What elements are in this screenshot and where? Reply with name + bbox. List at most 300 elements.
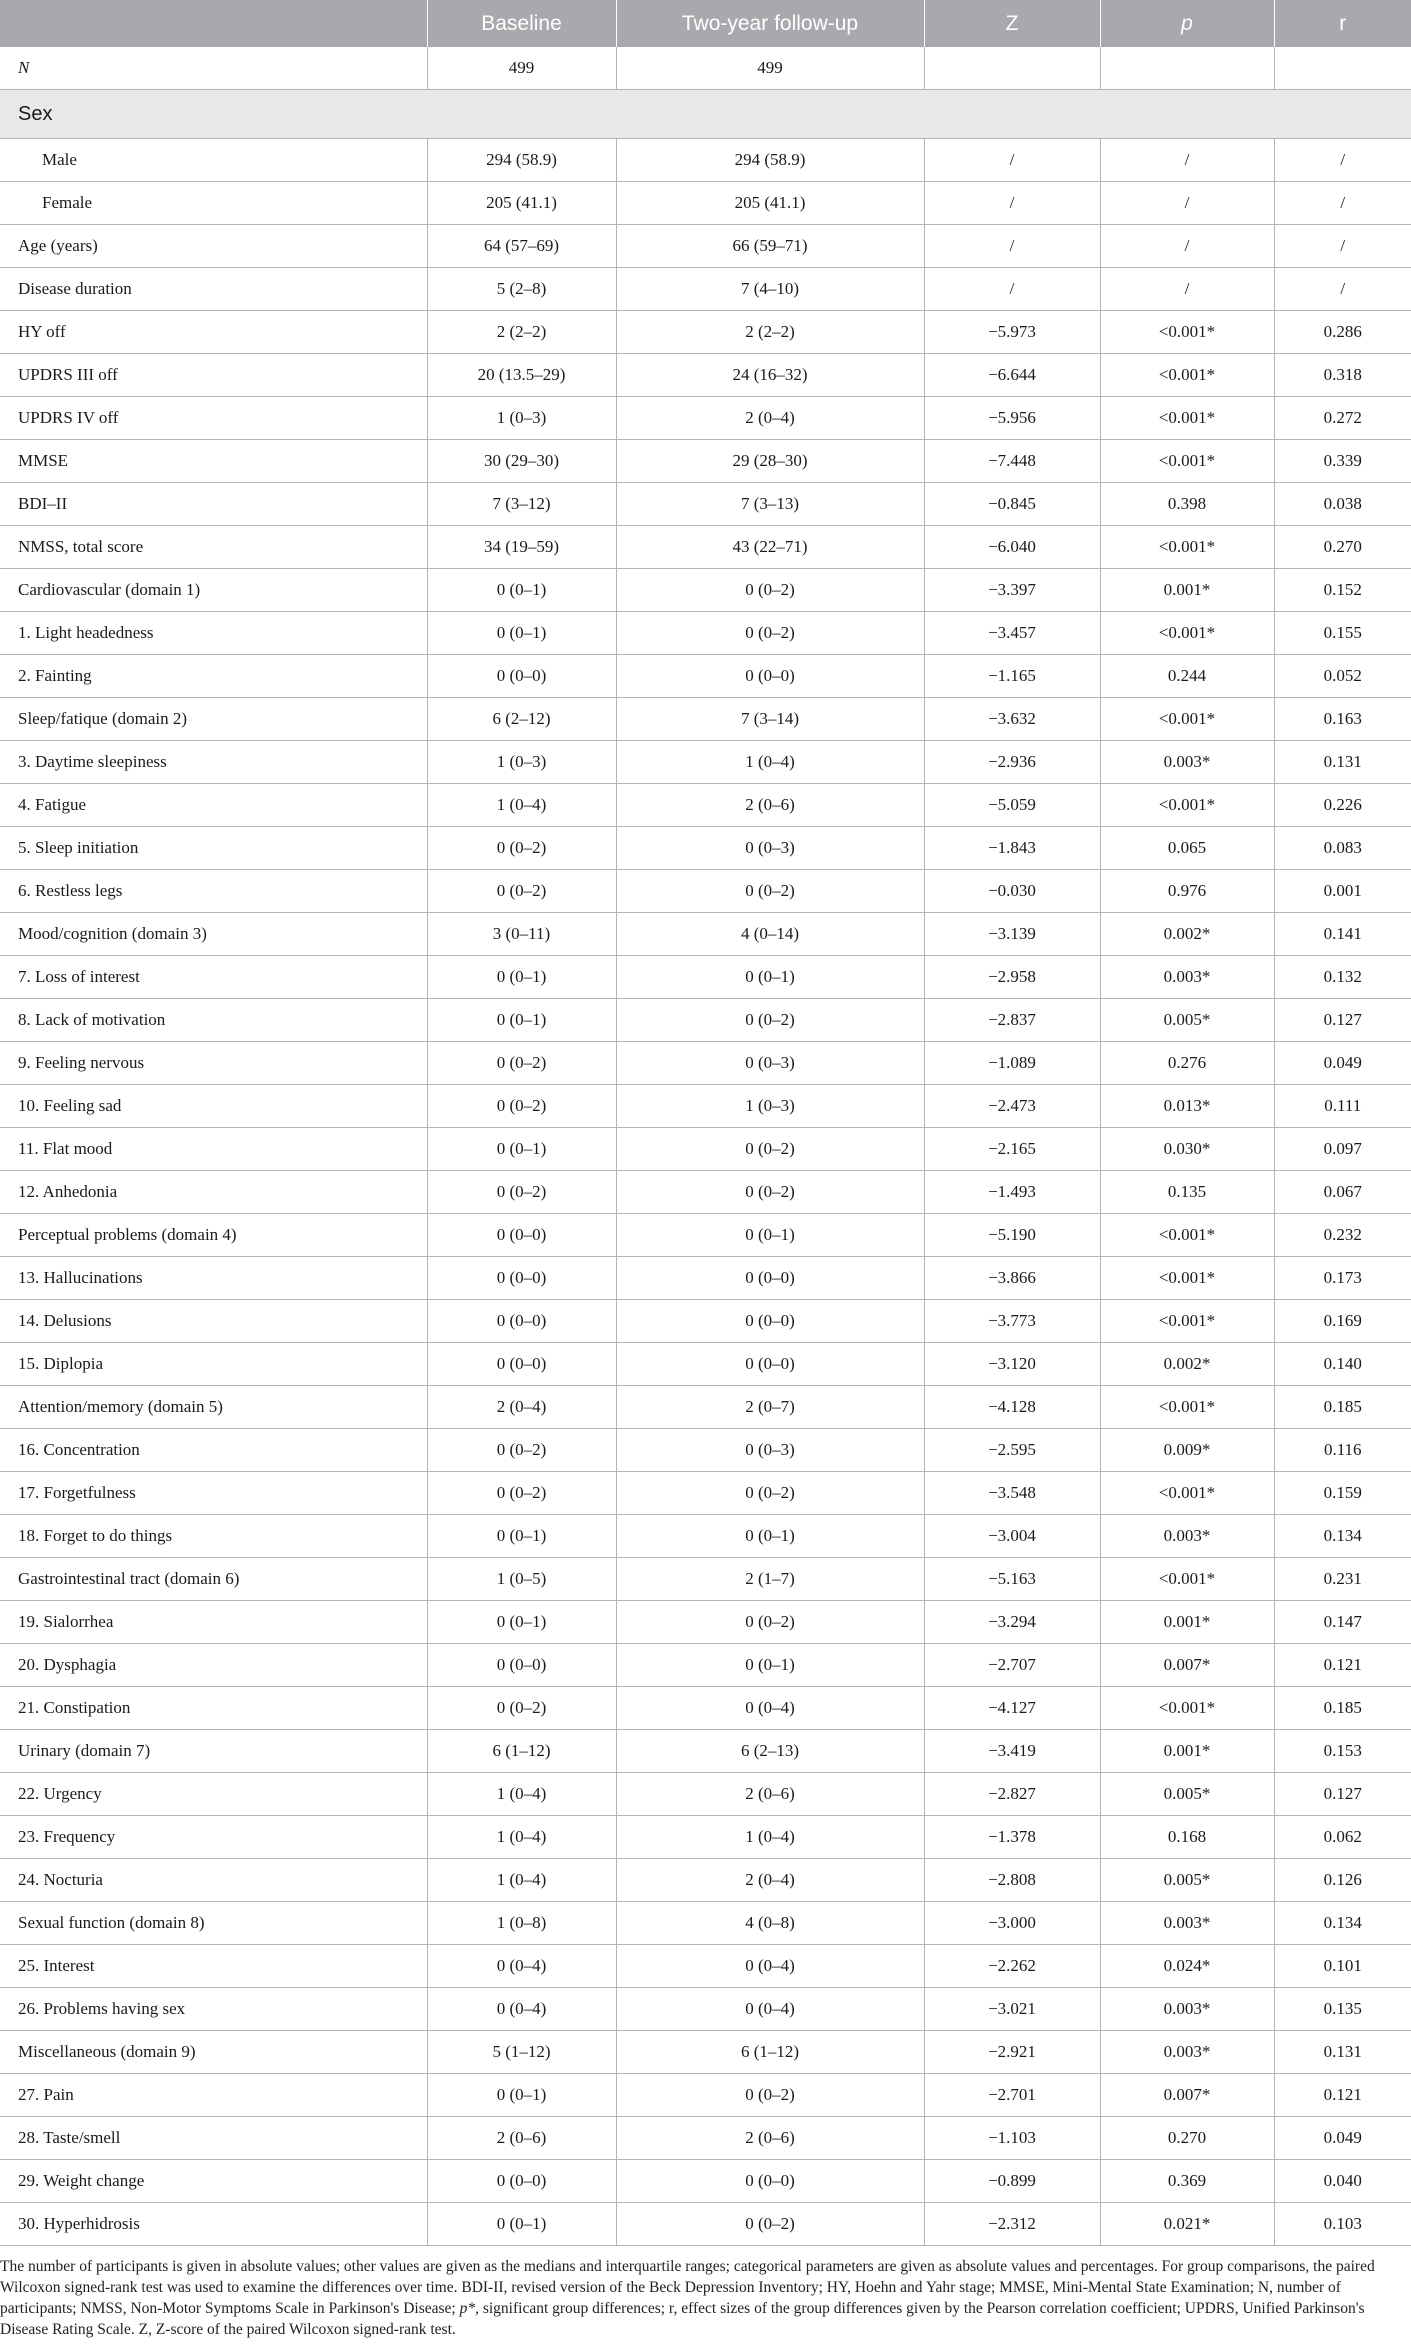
cell-follow-up: 0 (0–2) [616, 612, 924, 655]
cell-p: <0.001* [1100, 1558, 1274, 1601]
cell-baseline: 0 (0–1) [427, 1128, 616, 1171]
cell-baseline: 0 (0–2) [427, 1042, 616, 1085]
table-row [0, 1988, 1411, 2031]
cell-z: −2.921 [924, 2031, 1100, 2074]
cell-p: / [1100, 182, 1274, 225]
cell-p: <0.001* [1100, 612, 1274, 655]
header-variable [0, 0, 427, 47]
row-label: 10. Feeling sad [0, 1085, 427, 1128]
cell-p: 0.003* [1100, 2031, 1274, 2074]
row-label: N [0, 47, 427, 90]
cell-follow-up: 0 (0–4) [616, 1945, 924, 1988]
cell-baseline: 1 (0–4) [427, 1816, 616, 1859]
cell-baseline: 0 (0–0) [427, 1214, 616, 1257]
table-row [0, 1343, 1411, 1386]
cell-baseline: 0 (0–0) [427, 1257, 616, 1300]
cell-r: 0.159 [1274, 1472, 1411, 1515]
cell-r: 0.126 [1274, 1859, 1411, 1902]
row-label: Cardiovascular (domain 1) [0, 569, 427, 612]
cell-p: 0.369 [1100, 2160, 1274, 2203]
cell-z: −2.707 [924, 1644, 1100, 1687]
cell-r: 0.101 [1274, 1945, 1411, 1988]
cell-z: −5.059 [924, 784, 1100, 827]
row-label: 24. Nocturia [0, 1859, 427, 1902]
cell-z: −2.936 [924, 741, 1100, 784]
cell-baseline: 5 (2–8) [427, 268, 616, 311]
table-row [0, 1601, 1411, 1644]
table-row [0, 225, 1411, 268]
cell-follow-up: 0 (0–2) [616, 2203, 924, 2246]
cell-follow-up: 6 (1–12) [616, 2031, 924, 2074]
cell-r: / [1274, 139, 1411, 182]
cell-r: 0.134 [1274, 1902, 1411, 1945]
cell-p: <0.001* [1100, 1386, 1274, 1429]
cell-r: 0.097 [1274, 1128, 1411, 1171]
cell-baseline: 7 (3–12) [427, 483, 616, 526]
cell-z: −3.000 [924, 1902, 1100, 1945]
cell-r: 0.286 [1274, 311, 1411, 354]
cell-baseline: 0 (0–2) [427, 1171, 616, 1214]
table-row [0, 1945, 1411, 1988]
cell-p: 0.003* [1100, 1902, 1274, 1945]
table-row [0, 827, 1411, 870]
row-label: 2. Fainting [0, 655, 427, 698]
cell-r: 0.067 [1274, 1171, 1411, 1214]
table-row [0, 1644, 1411, 1687]
row-label: Female [0, 182, 427, 225]
cell-baseline: 0 (0–0) [427, 2160, 616, 2203]
cell-z: −3.457 [924, 612, 1100, 655]
table-row [0, 1687, 1411, 1730]
cell-baseline: 0 (0–1) [427, 2203, 616, 2246]
cell-z: −1.103 [924, 2117, 1100, 2160]
table-row [0, 2031, 1411, 2074]
row-label: 23. Frequency [0, 1816, 427, 1859]
cell-r: 0.169 [1274, 1300, 1411, 1343]
cell-follow-up: 29 (28–30) [616, 440, 924, 483]
cell-p: 0.168 [1100, 1816, 1274, 1859]
cell-follow-up: 2 (0–4) [616, 1859, 924, 1902]
cell-z: −0.899 [924, 2160, 1100, 2203]
cell-z: −1.378 [924, 1816, 1100, 1859]
table-row [0, 1429, 1411, 1472]
cell-z: −3.419 [924, 1730, 1100, 1773]
table-row [0, 913, 1411, 956]
row-label: 1. Light headedness [0, 612, 427, 655]
row-label: 9. Feeling nervous [0, 1042, 427, 1085]
cell-z: −3.397 [924, 569, 1100, 612]
cell-follow-up: 0 (0–0) [616, 1300, 924, 1343]
cell-follow-up: 0 (0–3) [616, 1429, 924, 1472]
table-footnote [0, 2246, 1411, 2340]
row-label: 6. Restless legs [0, 870, 427, 913]
cell-p: <0.001* [1100, 397, 1274, 440]
cell-r: 0.231 [1274, 1558, 1411, 1601]
row-label: BDI–II [0, 483, 427, 526]
cell-p: 0.005* [1100, 1859, 1274, 1902]
cell-follow-up: 0 (0–2) [616, 2074, 924, 2117]
cell-z: −3.294 [924, 1601, 1100, 1644]
row-label: 5. Sleep initiation [0, 827, 427, 870]
cell-p: 0.244 [1100, 655, 1274, 698]
row-label: 19. Sialorrhea [0, 1601, 427, 1644]
table-row [0, 2074, 1411, 2117]
cell-p: 0.001* [1100, 569, 1274, 612]
row-label: 22. Urgency [0, 1773, 427, 1816]
cell-z: −2.262 [924, 1945, 1100, 1988]
cell-r: 0.083 [1274, 827, 1411, 870]
table-row [0, 870, 1411, 913]
row-label: Perceptual problems (domain 4) [0, 1214, 427, 1257]
cell-p: 0.009* [1100, 1429, 1274, 1472]
cell-follow-up: 4 (0–8) [616, 1902, 924, 1945]
cell-p: 0.013* [1100, 1085, 1274, 1128]
header-z: Z [924, 0, 1100, 47]
cell-baseline: 205 (41.1) [427, 182, 616, 225]
cell-p: <0.001* [1100, 784, 1274, 827]
cell-follow-up: 0 (0–0) [616, 1257, 924, 1300]
cell-follow-up: 0 (0–1) [616, 1214, 924, 1257]
row-label: Age (years) [0, 225, 427, 268]
cell-baseline: 0 (0–2) [427, 1687, 616, 1730]
cell-z: −5.190 [924, 1214, 1100, 1257]
cell-baseline: 1 (0–5) [427, 1558, 616, 1601]
cell-z: −5.973 [924, 311, 1100, 354]
cell-r: 0.232 [1274, 1214, 1411, 1257]
table-row [0, 1257, 1411, 1300]
cell-baseline: 0 (0–2) [427, 827, 616, 870]
cell-baseline: 499 [427, 47, 616, 90]
cell-z: −4.127 [924, 1687, 1100, 1730]
cell-z: / [924, 225, 1100, 268]
cell-p: 0.276 [1100, 1042, 1274, 1085]
cell-r: / [1274, 182, 1411, 225]
cell-r: 0.270 [1274, 526, 1411, 569]
row-label: MMSE [0, 440, 427, 483]
cell-z: −1.089 [924, 1042, 1100, 1085]
cell-r: 0.127 [1274, 999, 1411, 1042]
cell-follow-up: 0 (0–4) [616, 1988, 924, 2031]
row-label: 3. Daytime sleepiness [0, 741, 427, 784]
cell-z: −3.139 [924, 913, 1100, 956]
cell-p: 0.005* [1100, 1773, 1274, 1816]
cell-p: <0.001* [1100, 311, 1274, 354]
cell-p: 0.021* [1100, 2203, 1274, 2246]
cell-r: 0.185 [1274, 1687, 1411, 1730]
cell-baseline: 1 (0–4) [427, 1859, 616, 1902]
row-label: 28. Taste/smell [0, 2117, 427, 2160]
cell-r [1274, 47, 1411, 90]
cell-r: 0.062 [1274, 1816, 1411, 1859]
cell-follow-up: 294 (58.9) [616, 139, 924, 182]
cell-z: −2.595 [924, 1429, 1100, 1472]
header-baseline: Baseline [427, 0, 616, 47]
cell-r: / [1274, 225, 1411, 268]
cell-z: −0.845 [924, 483, 1100, 526]
cell-follow-up: 7 (3–13) [616, 483, 924, 526]
row-label: 17. Forgetfulness [0, 1472, 427, 1515]
cell-z: −2.701 [924, 2074, 1100, 2117]
cell-r: 0.185 [1274, 1386, 1411, 1429]
cell-follow-up: 66 (59–71) [616, 225, 924, 268]
cell-baseline: 3 (0–11) [427, 913, 616, 956]
cell-z: −3.773 [924, 1300, 1100, 1343]
cell-r: 0.111 [1274, 1085, 1411, 1128]
cell-z: −0.030 [924, 870, 1100, 913]
cell-baseline: 0 (0–0) [427, 1644, 616, 1687]
table-row [0, 569, 1411, 612]
cell-z: −2.473 [924, 1085, 1100, 1128]
row-label: UPDRS IV off [0, 397, 427, 440]
cell-follow-up: 0 (0–1) [616, 1515, 924, 1558]
row-label: 25. Interest [0, 1945, 427, 1988]
table-row [0, 397, 1411, 440]
row-label: HY off [0, 311, 427, 354]
cell-r: 0.147 [1274, 1601, 1411, 1644]
cell-r: 0.226 [1274, 784, 1411, 827]
table-row [0, 2117, 1411, 2160]
cell-follow-up: 0 (0–2) [616, 1472, 924, 1515]
cell-follow-up: 2 (0–4) [616, 397, 924, 440]
row-label: Attention/memory (domain 5) [0, 1386, 427, 1429]
cell-p: 0.007* [1100, 2074, 1274, 2117]
cell-z: −1.493 [924, 1171, 1100, 1214]
row-label: Male [0, 139, 427, 182]
table-body [0, 47, 1411, 2246]
table-row [0, 2160, 1411, 2203]
row-label: 4. Fatigue [0, 784, 427, 827]
row-label: Urinary (domain 7) [0, 1730, 427, 1773]
cell-z: −7.448 [924, 440, 1100, 483]
cell-p: 0.398 [1100, 483, 1274, 526]
cell-z: −2.312 [924, 2203, 1100, 2246]
table-row [0, 1472, 1411, 1515]
cell-p: <0.001* [1100, 1300, 1274, 1343]
cell-baseline: 0 (0–0) [427, 1343, 616, 1386]
cell-p: 0.003* [1100, 1988, 1274, 2031]
cell-baseline: 64 (57–69) [427, 225, 616, 268]
table-row [0, 1558, 1411, 1601]
row-label: Sleep/fatique (domain 2) [0, 698, 427, 741]
cell-p: <0.001* [1100, 1214, 1274, 1257]
cell-p: 0.065 [1100, 827, 1274, 870]
cell-follow-up: 0 (0–3) [616, 1042, 924, 1085]
cell-baseline: 0 (0–1) [427, 1601, 616, 1644]
cell-r: 0.140 [1274, 1343, 1411, 1386]
cell-baseline: 2 (2–2) [427, 311, 616, 354]
cell-follow-up: 2 (0–6) [616, 2117, 924, 2160]
footnote-p-symbol: p* [459, 2300, 476, 2317]
cell-p: / [1100, 225, 1274, 268]
cell-follow-up: 2 (0–6) [616, 1773, 924, 1816]
cell-p: <0.001* [1100, 440, 1274, 483]
cell-follow-up: 0 (0–1) [616, 1644, 924, 1687]
cell-baseline: 0 (0–2) [427, 1429, 616, 1472]
group-label: Sex [0, 90, 1411, 139]
cell-baseline: 1 (0–8) [427, 1902, 616, 1945]
table-row [0, 612, 1411, 655]
cell-r: 0.153 [1274, 1730, 1411, 1773]
cell-follow-up: 205 (41.1) [616, 182, 924, 225]
row-label: 13. Hallucinations [0, 1257, 427, 1300]
table-row [0, 1515, 1411, 1558]
cell-baseline: 0 (0–1) [427, 612, 616, 655]
cell-p: <0.001* [1100, 1687, 1274, 1730]
cell-baseline: 5 (1–12) [427, 2031, 616, 2074]
cell-r: 0.131 [1274, 741, 1411, 784]
header-p: p [1100, 0, 1274, 47]
row-label: 27. Pain [0, 2074, 427, 2117]
table-row [0, 1128, 1411, 1171]
cell-p: 0.002* [1100, 913, 1274, 956]
cell-p: <0.001* [1100, 1257, 1274, 1300]
table-group-row [0, 90, 1411, 139]
cell-r: 0.103 [1274, 2203, 1411, 2246]
cell-baseline: 0 (0–2) [427, 1472, 616, 1515]
cell-follow-up: 43 (22–71) [616, 526, 924, 569]
cell-p: 0.001* [1100, 1601, 1274, 1644]
cell-p [1100, 47, 1274, 90]
cell-baseline: 0 (0–4) [427, 1945, 616, 1988]
cell-p: 0.003* [1100, 1515, 1274, 1558]
cell-z: −2.808 [924, 1859, 1100, 1902]
cell-r: 0.135 [1274, 1988, 1411, 2031]
cell-z: −6.040 [924, 526, 1100, 569]
table-row [0, 1902, 1411, 1945]
table-row [0, 1300, 1411, 1343]
row-label: 26. Problems having sex [0, 1988, 427, 2031]
cell-z: −3.021 [924, 1988, 1100, 2031]
cell-r: 0.131 [1274, 2031, 1411, 2074]
cell-baseline: 1 (0–3) [427, 397, 616, 440]
cell-p: <0.001* [1100, 354, 1274, 397]
cell-follow-up: 0 (0–4) [616, 1687, 924, 1730]
table-row [0, 182, 1411, 225]
cell-z: −2.837 [924, 999, 1100, 1042]
table-row [0, 655, 1411, 698]
cell-z: −4.128 [924, 1386, 1100, 1429]
cell-p: 0.003* [1100, 956, 1274, 999]
cell-z: / [924, 268, 1100, 311]
table-row [0, 1386, 1411, 1429]
cell-r: 0.173 [1274, 1257, 1411, 1300]
row-label: NMSS, total score [0, 526, 427, 569]
cell-follow-up: 0 (0–2) [616, 569, 924, 612]
cell-follow-up: 6 (2–13) [616, 1730, 924, 1773]
cell-z: −1.165 [924, 655, 1100, 698]
table-row [0, 526, 1411, 569]
table-row [0, 1859, 1411, 1902]
cell-baseline: 0 (0–1) [427, 999, 616, 1042]
cell-follow-up: 0 (0–2) [616, 1601, 924, 1644]
cell-p: 0.976 [1100, 870, 1274, 913]
row-label: Disease duration [0, 268, 427, 311]
cell-baseline: 0 (0–1) [427, 2074, 616, 2117]
table-row [0, 311, 1411, 354]
cell-r: 0.116 [1274, 1429, 1411, 1472]
cell-z: −5.956 [924, 397, 1100, 440]
row-label: Mood/cognition (domain 3) [0, 913, 427, 956]
cell-z: −3.866 [924, 1257, 1100, 1300]
cell-z: −3.632 [924, 698, 1100, 741]
footnote-text-2: , significant group differences; r, effect sizes of the group differences given by the Pearson correlation coefficient; UPDRS, Unified Parkinson's Disease Rating Scale. Z, Z-score of the paired Wilcoxon signed-rank test. [0, 2300, 1365, 2338]
table-row [0, 741, 1411, 784]
header-row [0, 0, 1411, 47]
row-label: 30. Hyperhidrosis [0, 2203, 427, 2246]
table-row [0, 440, 1411, 483]
row-label: 12. Anhedonia [0, 1171, 427, 1214]
row-label: 15. Diplopia [0, 1343, 427, 1386]
cell-follow-up: 2 (2–2) [616, 311, 924, 354]
cell-baseline: 0 (0–1) [427, 1515, 616, 1558]
cell-baseline: 20 (13.5–29) [427, 354, 616, 397]
cell-follow-up: 7 (4–10) [616, 268, 924, 311]
cell-baseline: 34 (19–59) [427, 526, 616, 569]
cell-baseline: 0 (0–1) [427, 569, 616, 612]
cell-p: <0.001* [1100, 698, 1274, 741]
row-label: 29. Weight change [0, 2160, 427, 2203]
table-row [0, 268, 1411, 311]
cell-baseline: 1 (0–3) [427, 741, 616, 784]
row-label: UPDRS III off [0, 354, 427, 397]
cell-r: 0.121 [1274, 1644, 1411, 1687]
row-label: 11. Flat mood [0, 1128, 427, 1171]
cell-z: −3.004 [924, 1515, 1100, 1558]
cell-z: −5.163 [924, 1558, 1100, 1601]
cell-baseline: 0 (0–0) [427, 655, 616, 698]
row-label: 14. Delusions [0, 1300, 427, 1343]
cell-follow-up: 2 (0–6) [616, 784, 924, 827]
cell-p: / [1100, 139, 1274, 182]
cell-p: 0.030* [1100, 1128, 1274, 1171]
cell-r: 0.141 [1274, 913, 1411, 956]
cell-p: / [1100, 268, 1274, 311]
cell-z: −3.120 [924, 1343, 1100, 1386]
table-row [0, 1773, 1411, 1816]
cell-r: 0.134 [1274, 1515, 1411, 1558]
cell-r: 0.155 [1274, 612, 1411, 655]
cell-baseline: 2 (0–4) [427, 1386, 616, 1429]
cell-follow-up: 1 (0–3) [616, 1085, 924, 1128]
cell-baseline: 0 (0–4) [427, 1988, 616, 2031]
table-row [0, 999, 1411, 1042]
cell-r: 0.038 [1274, 483, 1411, 526]
cell-r: / [1274, 268, 1411, 311]
cell-r: 0.272 [1274, 397, 1411, 440]
cell-follow-up: 0 (0–2) [616, 870, 924, 913]
cell-r: 0.318 [1274, 354, 1411, 397]
cell-r: 0.121 [1274, 2074, 1411, 2117]
cell-follow-up: 7 (3–14) [616, 698, 924, 741]
cell-follow-up: 0 (0–1) [616, 956, 924, 999]
row-label: 18. Forget to do things [0, 1515, 427, 1558]
cell-p: 0.002* [1100, 1343, 1274, 1386]
table-row [0, 354, 1411, 397]
table-row [0, 784, 1411, 827]
cell-baseline: 0 (0–2) [427, 870, 616, 913]
cell-r: 0.049 [1274, 2117, 1411, 2160]
table-row [0, 1816, 1411, 1859]
cell-r: 0.052 [1274, 655, 1411, 698]
cell-r: 0.132 [1274, 956, 1411, 999]
cell-p: 0.003* [1100, 741, 1274, 784]
cell-r: 0.152 [1274, 569, 1411, 612]
table-row [0, 1042, 1411, 1085]
cell-baseline: 6 (2–12) [427, 698, 616, 741]
cell-r: 0.339 [1274, 440, 1411, 483]
cell-follow-up: 0 (0–2) [616, 999, 924, 1042]
cell-z: −2.827 [924, 1773, 1100, 1816]
